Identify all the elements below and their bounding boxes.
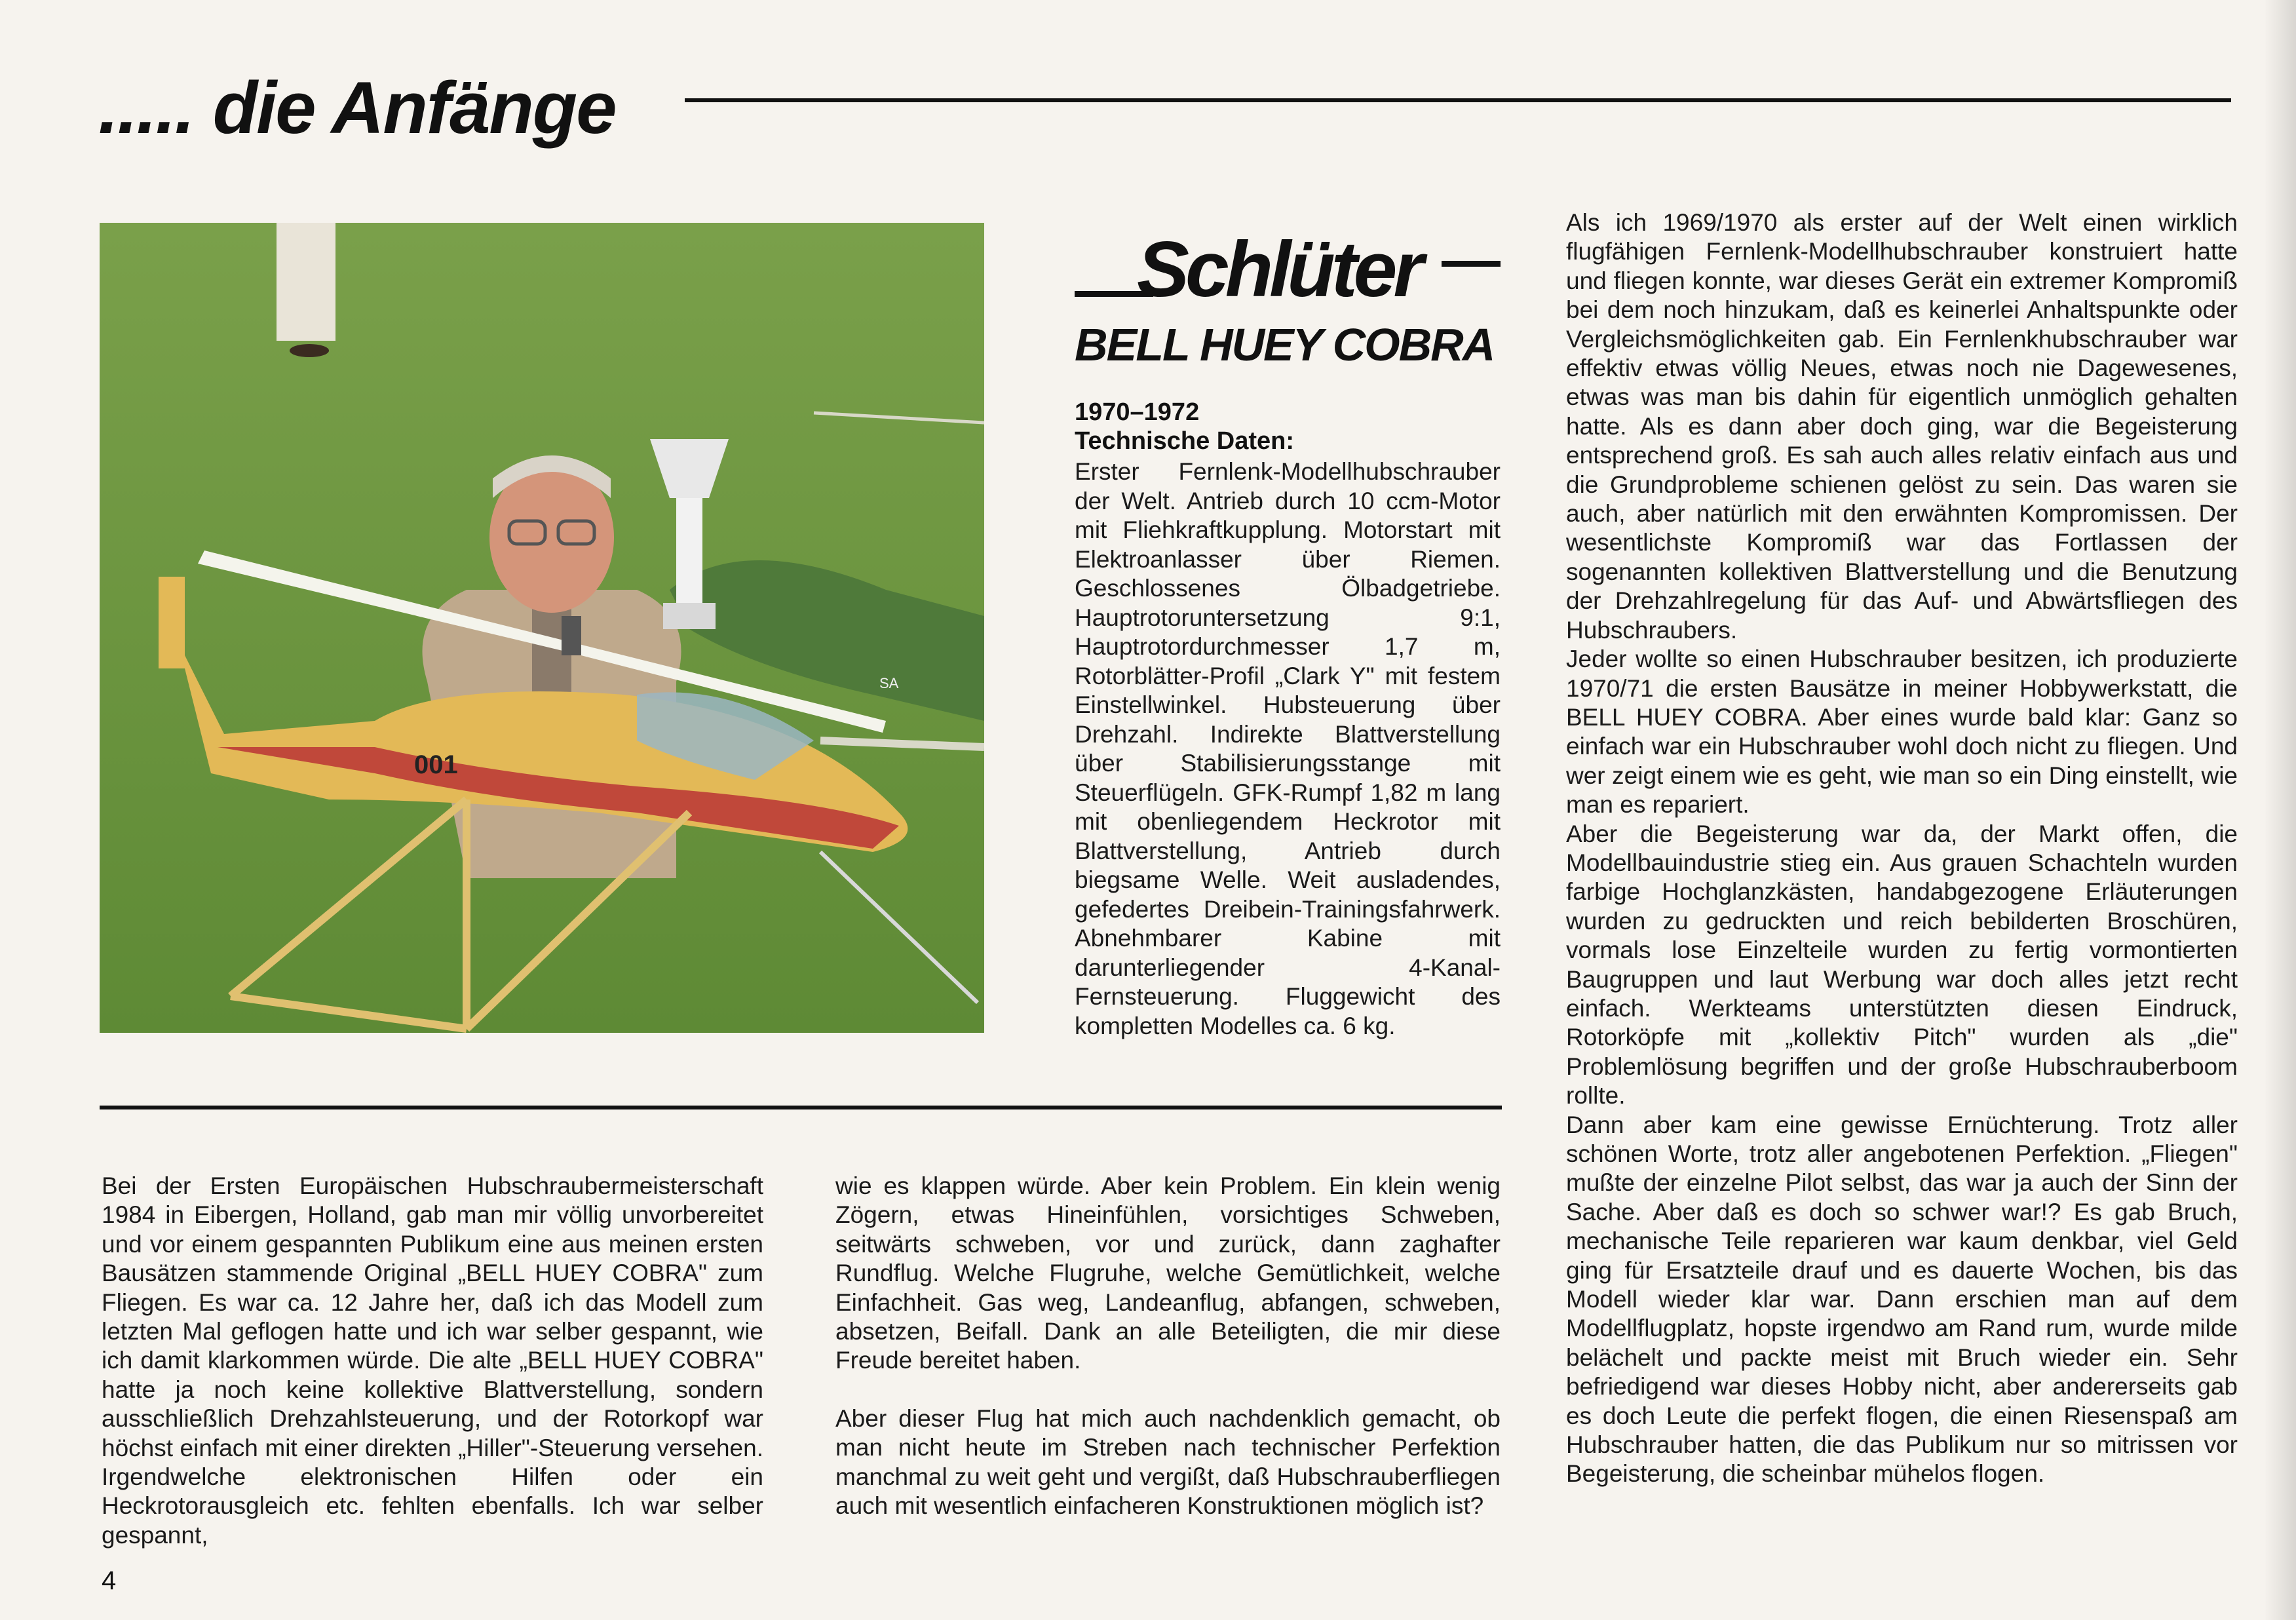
article-paragraph: Jeder wollte so einen Hubschrauber besitzen, ich produzierte 1970/71 die ersten Bausätze in meiner Hobbywerkstatt, die BELL HUEY COBRA. Aber eines wurde bald klar: Ganz so einfach war ein Hubschrauber wohl doch nicht zu fliegen. Und wer zeigt einem wie es geht, wie man so ein Ding einstellt, wie man es repariert. <box>1566 646 2238 819</box>
section-rule <box>100 1106 1502 1109</box>
spec-heading: Technische Daten: <box>1075 427 1295 455</box>
spec-text: Erster Fernlenk-Modellhubschrauber der Welt. Antrieb durch 10 ccm-Motor mit Fliehkraftkupplung. Motorstart mit Elektroanlasser über Riemen. Geschlossenes Ölbadgetriebe. Hauptrotoruntersetzung 9:1, Hauptrotordurchmesser 1,7 m, Rotorblätter-Profil „Clark Y" mit festem Einstellwinkel. Hubsteuerung über Drehzahl. Indirekte Blattverstellung über Stabilisierungsstange mit Steuerflügeln. GFK-Rumpf 1,82 m lang mit obenliegendem Heckrotor mit Blattverstellung, Antrieb durch biegsame Welle. Weit ausladendes, gefedertes Dreibein-Trainingsfahrwerk. Abnehmbarer Kabine mit darunterliegender 4-Kanal-Fernsteuerung. Fluggewicht des kompletten Modelles ca. 6 kg. <box>1075 458 1501 1039</box>
article-paragraph: Bei der Ersten Europäischen Hubschraubermeisterschaft 1984 in Eibergen, Holland, gab man mir völlig unvorbereitet und vor einem gespannten Publikum eine aus meinen ersten Bausätzen stammende Original „BELL HUEY COBRA" zum Fliegen. Es war ca. 12 Jahre her, daß ich das Modell zum letzten Mal geflogen hatte und ich war selber gespannt, wie ich damit klarkommen würde. Die alte „BELL HUEY COBRA" hatte ja noch keine kollektive Blattverstellung, sondern ausschließlich Drehzahlsteuerung, und der Rotorkopf war höchst einfach mit einer direkten „Hiller"-Steuerung versehen. Irgendwelche elektronischen Hilfen oder ein Heckrotorausgleich etc. fehlten ebenfalls. Ich war selber gespannt, <box>102 1172 763 1549</box>
article-paragraph: Als ich 1969/1970 als erster auf der Welt einen wirklich flugfähigen Fernlenk-Modellhubschrauber konstruiert hatte und fliegen konnte, war dieses Gerät ein extremer Kompromiß bei dem noch hinzukam, daß es keinerlei Anhaltspunkte oder Vergleichsmöglichkeiten gab. Ein Fernlenkhubschrauber war effektiv etwas völlig Neues, etwas noch nie Dagewesenes, etwas was man bis dahin für eigentlich unmöglich gehalten hatte. Als es dann aber doch ging, war die Begeisterung entsprechend groß. Es sah auch alles relativ einfach aus und die Grundprobleme schienen gelöst zu sein. Das waren sie auch, aber natürlich mit den erwähnten Kompromissen. Der wesentlichste Kompromiß war das Fortlassen der sogenannten kollektiven Blattverstellung und die Benutzung der Drehzahlregelung für das Auf- und Abwärtsfliegen des Hubschraubers. <box>1566 209 2238 644</box>
article-paragraph: Aber die Begeisterung war da, der Markt offen, die Modellbauindustrie stieg ein. Aus grauen Schachteln wurden farbige Hochglanzkästen, handabgezogene Erläuterungen wurden zu gedruckten und reich bebilderten Broschüren, vormals lose Einzelteile wurden zu fertig vormontierten Baugruppen und laut Werbung war doch alles jetzt recht einfach. Werkteams unterstützten diesen Eindruck, Rotorköpfe mit „kollektiv Pitch" wurden als „die" Problemlösung begriffen und der große Hubschrauberboom rollte. <box>1566 820 2238 1109</box>
helicopter-photo <box>100 223 984 1033</box>
logo-text: Schlüter <box>1137 225 1421 313</box>
background-heli-marking: SA <box>879 675 899 691</box>
article-column-middle <box>835 1172 1501 1520</box>
heli-tail-number: 001 <box>414 750 458 779</box>
model-name: BELL HUEY COBRA <box>1075 319 1495 370</box>
page-title: ..... die Anfänge <box>98 67 616 149</box>
photo-illustration <box>100 223 984 1033</box>
article-column-left <box>102 1172 763 1550</box>
article-column-right <box>1566 208 2238 1489</box>
title-rule <box>685 98 2231 102</box>
page-number: 4 <box>102 1566 117 1595</box>
page-edge-shadow <box>2264 0 2296 1620</box>
article-paragraph: Aber dieser Flug hat mich auch nachdenklich gemacht, ob man nicht heute im Streben nach technischer Perfektion manchmal zu weit geht und vergißt, daß Hubschrauberfliegen auch mit wesentlich einfacheren Konstruktionen möglich ist? <box>835 1404 1501 1520</box>
article-paragraph: wie es klappen würde. Aber kein Problem. Ein klein wenig Zögern, etwas Hineinfühlen, vorsichtiges Schweben, seitwärts schweben, vor und zurück, dann zaghafter Rundflug. Welche Flugruhe, welche Gemütlichkeit, welche Einfachheit. Gas weg, Landeanflug, abfangen, schweben, absetzen, Beifall. Dank an alle Beteiligten, die mir diese Freude bereitet haben. <box>835 1172 1501 1374</box>
spec-years: 1970–1972 <box>1075 398 1200 426</box>
schlueter-logo <box>1075 210 1501 321</box>
walker-legs <box>277 223 335 341</box>
article-paragraph: Dann aber kam eine gewisse Ernüchterung. Trotz aller schönen Worte, trotz aller angebotenen Perfektion. „Fliegen" mußte der einzelne Pilot selbst, das war ja auch der Sinn der Sache. Aber daß es doch so schwer war!? Es gab Bruch, mechanische Teile reparieren war kaum denkbar, viel Geld ging für Ersatzteile drauf und es dauerte Wochen, bis das Modell wieder klar war. Dann erschien man auf dem Modellflugplatz, hopste irgendwo am Rand rum, wurde milde belächelt und packte meist mit Bruch wieder ein. Sehr befriedigend war dieses Hobby nicht, aber andererseits gab es doch Leute die perfekt flogen, die einen Riesenspaß am Hubschrauber hatten, die das Publikum nur so mitrissen vor Begeisterung, die scheinbar mühelos flogen. <box>1566 1111 2238 1488</box>
